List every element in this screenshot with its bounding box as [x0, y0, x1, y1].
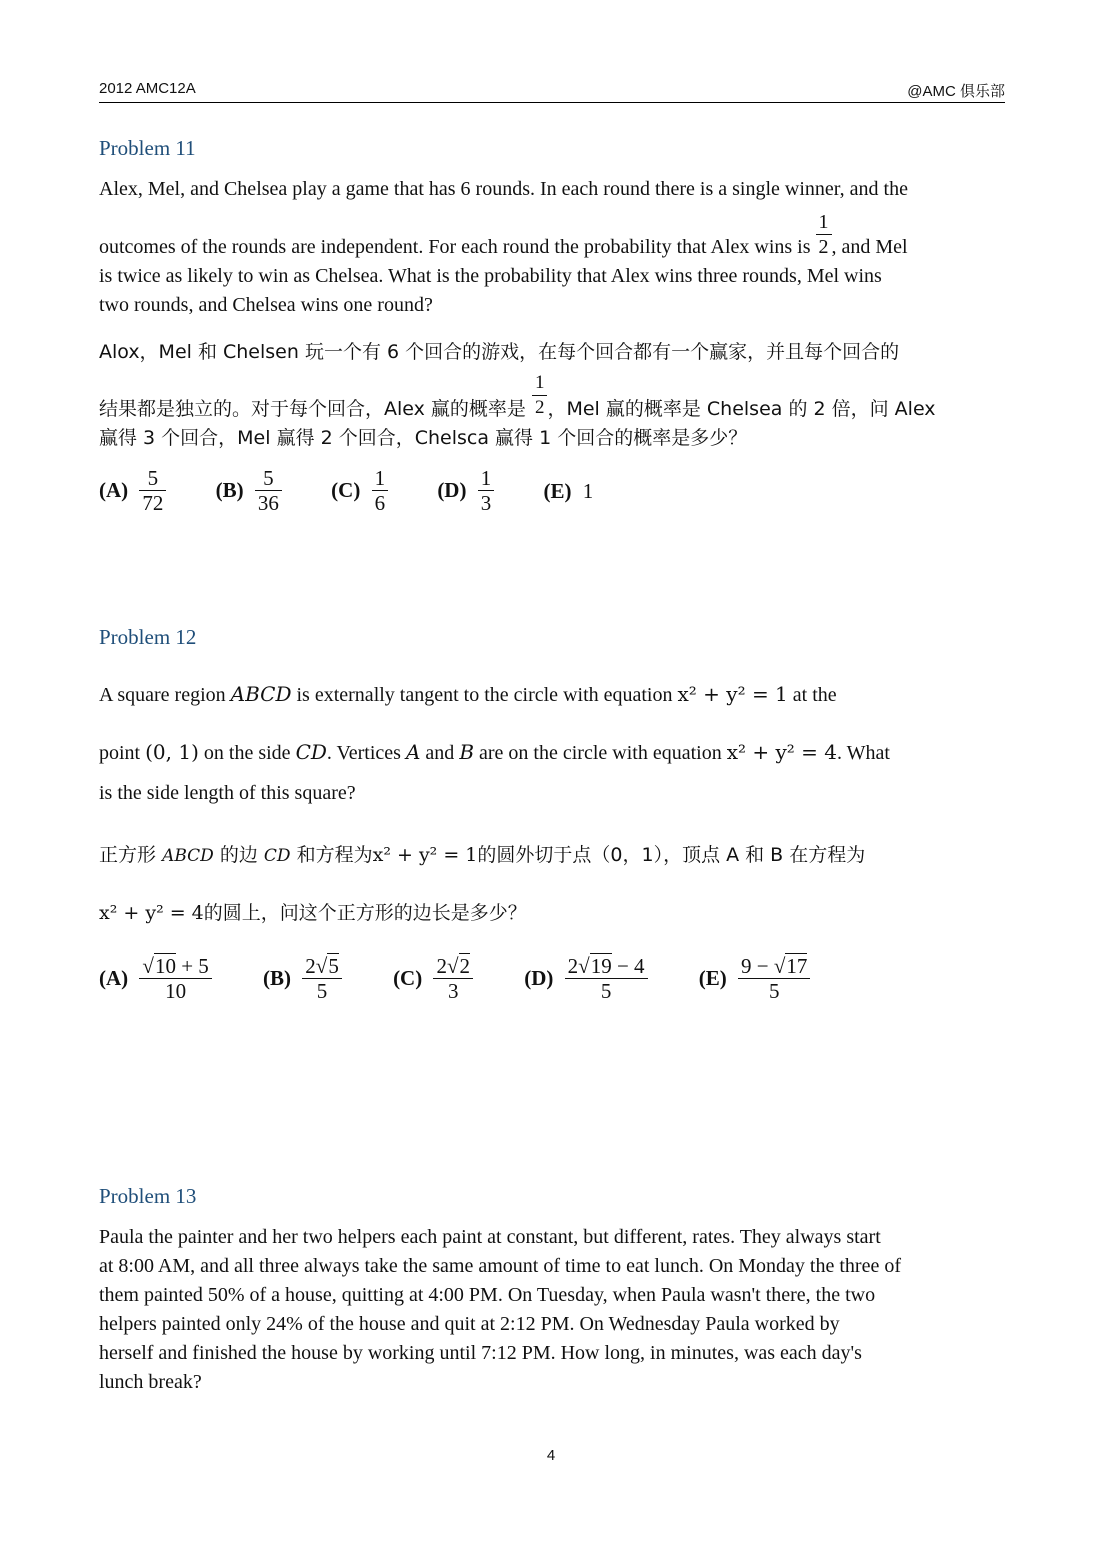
choice-label: (D) [524, 966, 554, 990]
frac-den: 10 [139, 978, 211, 1003]
p12-choice-b[interactable] [263, 954, 342, 1003]
radicand: 5 [328, 954, 339, 978]
p11-en-line2 [99, 210, 908, 259]
choice-fraction [255, 466, 282, 515]
text: is externally tangent to the circle with equation [296, 684, 673, 706]
math-eq1: x² + y² = 1 [372, 844, 478, 866]
math-b: B [459, 740, 475, 764]
text: 正方形 [99, 844, 157, 866]
choice-fraction [565, 954, 648, 1003]
radicand: 10 [154, 954, 176, 978]
text: 和方程为 [296, 844, 373, 866]
text: . Vertices [326, 742, 401, 764]
p11-choice-c[interactable] [331, 466, 388, 515]
math-abcd: ABCD [230, 682, 292, 706]
choice-label: (E) [698, 966, 727, 990]
choice-label: (B) [215, 478, 244, 502]
p11-cn-frac-den: 2 [532, 395, 548, 420]
p13-line5: herself and finished the house by working until 7:12 PM. How long, in minutes, was each day's [99, 1342, 862, 1364]
num-pre: 2 [305, 954, 316, 978]
header-right: @AMC 俱乐部 [907, 83, 1005, 100]
p11-en-line2-b: , and Mel [831, 236, 908, 258]
p12-cn-line2 [99, 898, 527, 925]
frac-num: 2√5 [305, 954, 339, 978]
p13-line3: them painted 50% of a house, quitting at 4:00 PM. On Tuesday, when Paula wasn't there, the two [99, 1284, 876, 1306]
p11-cn-fraction-half [532, 371, 548, 420]
text: 的圆上，问这个正方形的边长是多少？ [203, 902, 527, 924]
num-rest: + 5 [175, 954, 209, 978]
p13-line4: helpers painted only 24% of the house and quit at 2:12 PM. On Wednesday Paula worked by [99, 1313, 840, 1335]
p11-en-line4: two rounds, and Chelsea wins one round? [99, 294, 433, 316]
math-eq1: x² + y² = 1 [677, 682, 788, 706]
choice-fraction [372, 466, 389, 515]
frac-den: 5 [738, 978, 810, 1003]
p11-choice-a[interactable] [99, 466, 166, 515]
text: on the side [203, 742, 291, 764]
p11-cn-line3: 赢得 3 个回合，Mel 赢得 2 个回合，Chelsca 赢得 1 个回合的概率是多少？ [99, 427, 748, 449]
p11-cn-line2-b: ，Mel 赢的概率是 Chelsea 的 2 倍，问 Alex [547, 398, 936, 420]
frac-num: 5 [263, 466, 274, 490]
math-a: A [405, 740, 421, 764]
p13-line6: lunch break? [99, 1371, 202, 1393]
choice-value: 1 [582, 478, 594, 503]
p11-en-line2-a: outcomes of the rounds are independent. For each round the probability that Alex wins is [99, 236, 811, 258]
frac-num: 1 [374, 466, 386, 490]
text: 的边 [219, 844, 258, 866]
header-left: 2012 AMC12A [99, 80, 196, 97]
choice-label: (C) [393, 966, 423, 990]
text: point [99, 742, 141, 764]
p12-en-line3: is the side length of this square? [99, 782, 356, 804]
p11-fraction-half [816, 210, 832, 259]
radicand: 19 [590, 954, 612, 978]
math-cd: CD [263, 846, 291, 866]
p12-choice-d[interactable] [524, 954, 647, 1003]
frac-num: 2√19 − 4 [567, 954, 645, 978]
p11-choice-b[interactable] [216, 466, 282, 515]
frac-num: √10 + 5 [142, 954, 209, 978]
math-eq2: x² + y² = 4 [99, 902, 204, 924]
choice-fraction [139, 954, 211, 1003]
p11-en-line1: Alex, Mel, and Chelsea play a game that has 6 rounds. In each round there is a single winner, and the [99, 178, 908, 200]
radicand: 2 [459, 954, 470, 978]
p13-line1: Paula the painter and her two helpers each paint at constant, but different, rates. They always start [99, 1226, 881, 1248]
frac-den: 36 [255, 490, 282, 515]
problem-13-title: Problem 13 [99, 1184, 197, 1208]
text: at the [792, 684, 837, 706]
p11-choice-e[interactable] [543, 477, 593, 504]
p13-line2: at 8:00 AM, and all three always take the same amount of time to eat lunch. On Monday the three of [99, 1255, 901, 1277]
p12-en-line2 [99, 740, 890, 765]
choice-fraction [478, 466, 495, 515]
text: are on the circle with equation [479, 742, 722, 764]
frac-den: 3 [478, 490, 495, 515]
math-cd: CD [295, 740, 327, 764]
frac-den: 5 [302, 978, 342, 1003]
page-number: 4 [546, 1447, 556, 1464]
p11-cn-frac-num: 1 [534, 372, 545, 393]
frac-den: 3 [433, 978, 473, 1003]
frac-den: 5 [565, 978, 648, 1003]
num-pre: 2 [436, 954, 447, 978]
p12-choice-e[interactable] [699, 954, 811, 1003]
p11-en-line3: is twice as likely to win as Chelsea. What is the probability that Alex wins three rounds, Mel wins [99, 265, 882, 287]
problem-12-title: Problem 12 [99, 625, 197, 649]
math-eq2: x² + y² = 4 [726, 740, 837, 764]
p11-choice-d[interactable] [437, 466, 494, 515]
num-rest: − 4 [611, 954, 645, 978]
p12-choice-a[interactable] [99, 954, 212, 1003]
text: A square region [99, 684, 226, 706]
p12-en-line1 [99, 682, 837, 707]
frac-den: 6 [372, 490, 389, 515]
p11-frac-den: 2 [816, 234, 832, 259]
choice-label: (A) [99, 478, 129, 502]
choice-fraction [433, 954, 473, 1003]
frac-num: 1 [480, 466, 492, 490]
choice-fraction [302, 954, 342, 1003]
math-point: (0, 1) [145, 740, 199, 764]
choice-fraction [139, 466, 166, 515]
frac-num: 9 − √17 [741, 954, 808, 978]
frac-num: 2√2 [436, 954, 470, 978]
p11-cn-line2 [99, 372, 936, 421]
problem-11-title: Problem 11 [99, 136, 196, 160]
choice-label: (A) [99, 966, 129, 990]
radicand: 17 [786, 954, 808, 978]
text: . What [837, 742, 890, 764]
text: 的圆外切于点（0，1），顶点 A 和 B 在方程为 [477, 844, 866, 866]
frac-den: 72 [139, 490, 166, 515]
p12-cn-line1 [99, 840, 865, 867]
choice-label: (C) [331, 478, 361, 502]
text: and [425, 742, 455, 764]
choice-label: (D) [437, 478, 467, 502]
num-pre: 9 − [741, 954, 774, 978]
p11-cn-line2-a: 结果都是独立的。对于每个回合，Alex 赢的概率是 [99, 398, 526, 420]
choice-label: (B) [263, 966, 292, 990]
p11-cn-line1: Alox，Mel 和 Chelsen 玩一个有 6 个回合的游戏，在每个回合都有一个赢家，并且每个回合的 [99, 341, 900, 363]
choice-label: (E) [543, 478, 572, 503]
p12-answer-choices [99, 954, 810, 1003]
page-header [99, 80, 1005, 103]
p12-choice-c[interactable] [393, 954, 473, 1003]
frac-num: 5 [147, 466, 159, 490]
math-abcd: ABCD [162, 846, 214, 866]
p11-answer-choices [99, 466, 593, 515]
p11-frac-num: 1 [818, 210, 829, 233]
choice-fraction [738, 954, 810, 1003]
num-pre: 2 [567, 954, 579, 978]
